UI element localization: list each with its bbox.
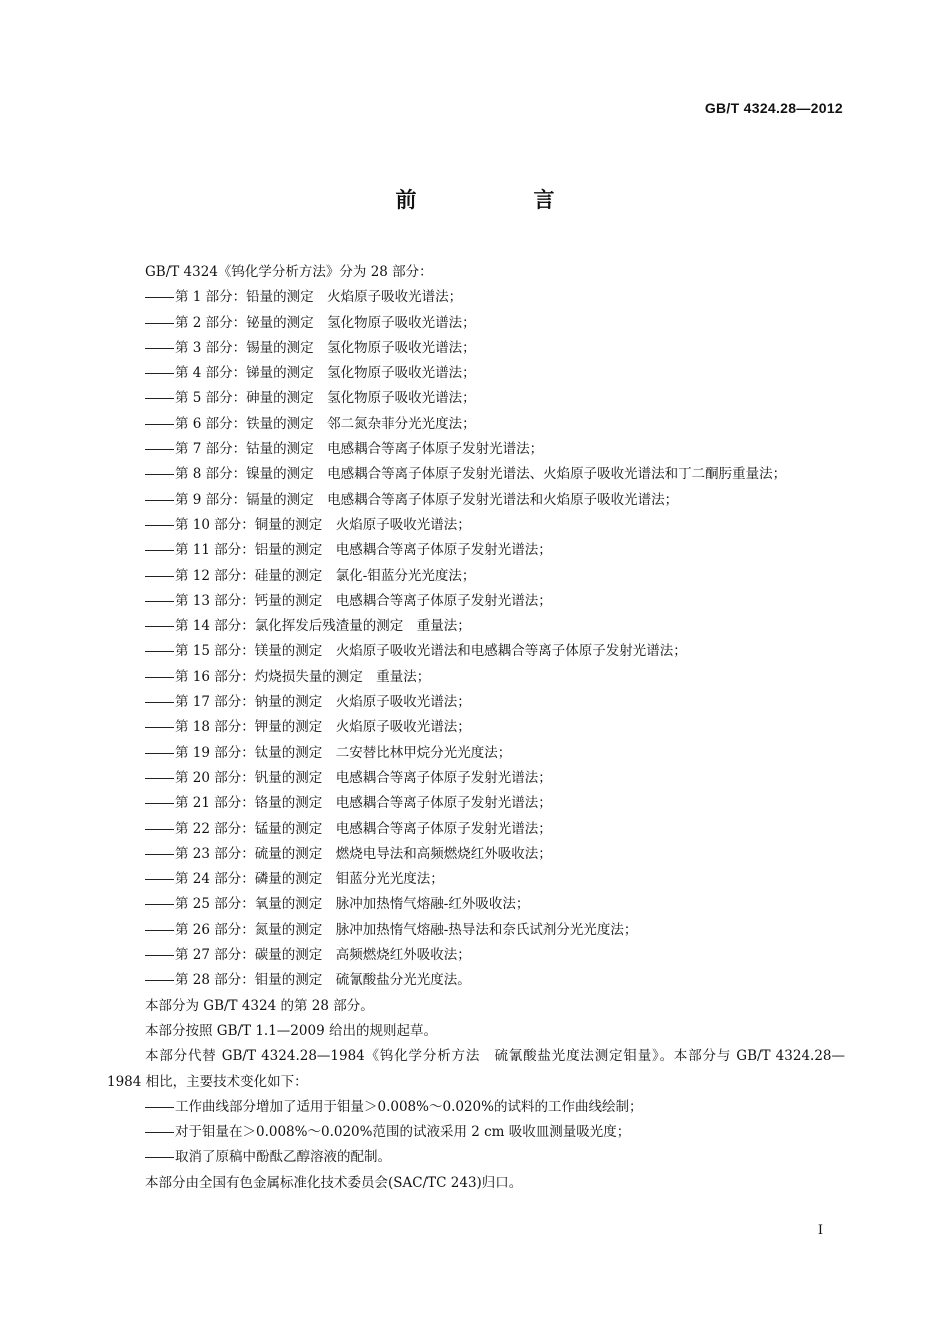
em-dash-marker <box>145 639 175 664</box>
part-item <box>107 589 845 614</box>
part-item <box>107 766 845 791</box>
change-item <box>107 1095 845 1120</box>
em-dash-marker <box>145 311 175 336</box>
part-item <box>107 538 845 563</box>
part-item-text: 第 11 部分：铝量的测定 电感耦合等离子体原子发射光谱法； <box>175 542 552 559</box>
part-item-text: 第 1 部分：铅量的测定 火焰原子吸收光谱法； <box>175 289 463 306</box>
part-item-text: 第 13 部分：钙量的测定 电感耦合等离子体原子发射光谱法； <box>175 592 552 609</box>
replaces-paragraph: 本部分代替 GB/T 4324.28—1984《钨化学分析方法 硫氰酸盐光度法测定钼量》。本部分与 GB/T 4324.28—1984 相比，主要技术变化如下： <box>107 1048 845 1090</box>
part-item <box>107 892 845 917</box>
em-dash-marker <box>145 943 175 968</box>
part-item <box>107 513 845 538</box>
part-item-text: 第 18 部分：钾量的测定 火焰原子吸收光谱法； <box>175 719 471 736</box>
part-item-text: 第 20 部分：钒量的测定 电感耦合等离子体原子发射光谱法； <box>175 769 552 786</box>
em-dash-marker <box>145 614 175 639</box>
part-item <box>107 488 845 513</box>
part-item <box>107 690 845 715</box>
em-dash-marker <box>145 1095 175 1120</box>
part-item-text: 第 2 部分：铋量的测定 氢化物原子吸收光谱法； <box>175 314 476 331</box>
part-item-text: 第 28 部分：钼量的测定 硫氰酸盐分光光度法。 <box>175 972 471 989</box>
em-dash-marker <box>145 386 175 411</box>
part-item <box>107 817 845 842</box>
changes-list <box>107 1095 845 1171</box>
parts-list <box>107 285 845 993</box>
em-dash-marker <box>145 715 175 740</box>
part-item-text: 第 5 部分：砷量的测定 氢化物原子吸收光谱法； <box>175 390 476 407</box>
part-item <box>107 437 845 462</box>
part-item-text: 第 4 部分：锑量的测定 氢化物原子吸收光谱法； <box>175 365 476 382</box>
part-item <box>107 918 845 943</box>
em-dash-marker <box>145 892 175 917</box>
part-item <box>107 336 845 361</box>
em-dash-marker <box>145 336 175 361</box>
intro-paragraph: GB/T 4324《钨化学分析方法》分为 28 部分： <box>145 264 433 280</box>
em-dash-marker <box>145 1145 175 1170</box>
drafting-paragraph: 本部分按照 GB/T 1.1—2009 给出的规则起草。 <box>145 1022 437 1039</box>
part-item-text: 第 16 部分：灼烧损失量的测定 重量法； <box>175 668 431 685</box>
part-item <box>107 462 845 487</box>
change-item <box>107 1120 845 1145</box>
change-item-text: 工作曲线部分增加了适用于钼量＞0.008%～0.020%的试料的工作曲线绘制； <box>175 1098 643 1115</box>
em-dash-marker <box>145 690 175 715</box>
em-dash-marker <box>145 285 175 310</box>
part-item-text: 第 24 部分：磷量的测定 钼蓝分光光度法； <box>175 871 444 888</box>
change-item <box>107 1145 845 1170</box>
part-item <box>107 386 845 411</box>
part-item <box>107 715 845 740</box>
change-item-text: 取消了原稿中酚酞乙醇溶液的配制。 <box>175 1149 391 1166</box>
part-item-text: 第 12 部分：硅量的测定 氯化-钼蓝分光光度法； <box>175 567 476 584</box>
part-item-text: 第 17 部分：钠量的测定 火焰原子吸收光谱法； <box>175 694 471 711</box>
part-item-text: 第 9 部分：镉量的测定 电感耦合等离子体原子发射光谱法和火焰原子吸收光谱法； <box>175 491 679 508</box>
em-dash-marker <box>145 968 175 993</box>
foreword-body <box>107 260 845 1196</box>
part-item <box>107 412 845 437</box>
em-dash-marker <box>145 412 175 437</box>
em-dash-marker <box>145 665 175 690</box>
part-item-text: 第 23 部分：硫量的测定 燃烧电导法和高频燃烧红外吸收法； <box>175 845 552 862</box>
em-dash-marker <box>145 361 175 386</box>
em-dash-marker <box>145 538 175 563</box>
part-item <box>107 639 845 664</box>
part-item-text: 第 27 部分：碳量的测定 高频燃烧红外吸收法； <box>175 947 471 964</box>
part-item <box>107 842 845 867</box>
page-number: I <box>817 1223 823 1238</box>
standard-number: GB/T 4324.28—2012 <box>704 100 843 116</box>
part-item-text: 第 19 部分：钛量的测定 二安替比林甲烷分光光度法； <box>175 744 512 761</box>
em-dash-marker <box>145 1120 175 1145</box>
part-item <box>107 943 845 968</box>
page-title: 前 言 <box>395 188 603 212</box>
em-dash-marker <box>145 589 175 614</box>
part-item <box>107 867 845 892</box>
part-item <box>107 285 845 310</box>
em-dash-marker <box>145 513 175 538</box>
part-item-text: 第 25 部分：氧量的测定 脉冲加热惰气熔融-红外吸收法； <box>175 896 530 913</box>
part-item <box>107 564 845 589</box>
em-dash-marker <box>145 488 175 513</box>
part-item <box>107 361 845 386</box>
part-item <box>107 311 845 336</box>
em-dash-marker <box>145 741 175 766</box>
part-item-text: 第 10 部分：铜量的测定 火焰原子吸收光谱法； <box>175 516 471 533</box>
committee-paragraph: 本部分由全国有色金属标准化技术委员会(SAC/TC 243)归口。 <box>145 1174 523 1191</box>
part-item <box>107 741 845 766</box>
part-item <box>107 614 845 639</box>
part-item-text: 第 6 部分：铁量的测定 邻二氮杂菲分光光度法； <box>175 415 476 432</box>
part-item-text: 第 8 部分：镍量的测定 电感耦合等离子体原子发射光谱法、火焰原子吸收光谱法和丁二酮肟重量法； <box>175 466 787 483</box>
part-item-text: 第 21 部分：铬量的测定 电感耦合等离子体原子发射光谱法； <box>175 795 552 812</box>
part-item <box>107 791 845 816</box>
em-dash-marker <box>145 564 175 589</box>
em-dash-marker <box>145 766 175 791</box>
part-item-text: 第 26 部分：氮量的测定 脉冲加热惰气熔融-热导法和奈氏试剂分光光度法； <box>175 921 638 938</box>
change-item-text: 对于钼量在＞0.008%～0.020%范围的试液采用 2 cm 吸收皿测量吸光度； <box>175 1124 631 1141</box>
part-item-text: 第 22 部分：锰量的测定 电感耦合等离子体原子发射光谱法； <box>175 820 552 837</box>
part-item <box>107 665 845 690</box>
em-dash-marker <box>145 842 175 867</box>
em-dash-marker <box>145 918 175 943</box>
em-dash-marker <box>145 462 175 487</box>
em-dash-marker <box>145 817 175 842</box>
part-item-text: 第 3 部分：锡量的测定 氢化物原子吸收光谱法； <box>175 339 476 356</box>
em-dash-marker <box>145 867 175 892</box>
part-item-text: 第 15 部分：镁量的测定 火焰原子吸收光谱法和电感耦合等离子体原子发射光谱法； <box>175 643 687 660</box>
this-part-paragraph: 本部分为 GB/T 4324 的第 28 部分。 <box>145 997 374 1014</box>
em-dash-marker <box>145 437 175 462</box>
em-dash-marker <box>145 791 175 816</box>
part-item-text: 第 14 部分：氯化挥发后残渣量的测定 重量法； <box>175 618 471 635</box>
part-item-text: 第 7 部分：钴量的测定 电感耦合等离子体原子发射光谱法； <box>175 441 544 458</box>
part-item <box>107 968 845 993</box>
